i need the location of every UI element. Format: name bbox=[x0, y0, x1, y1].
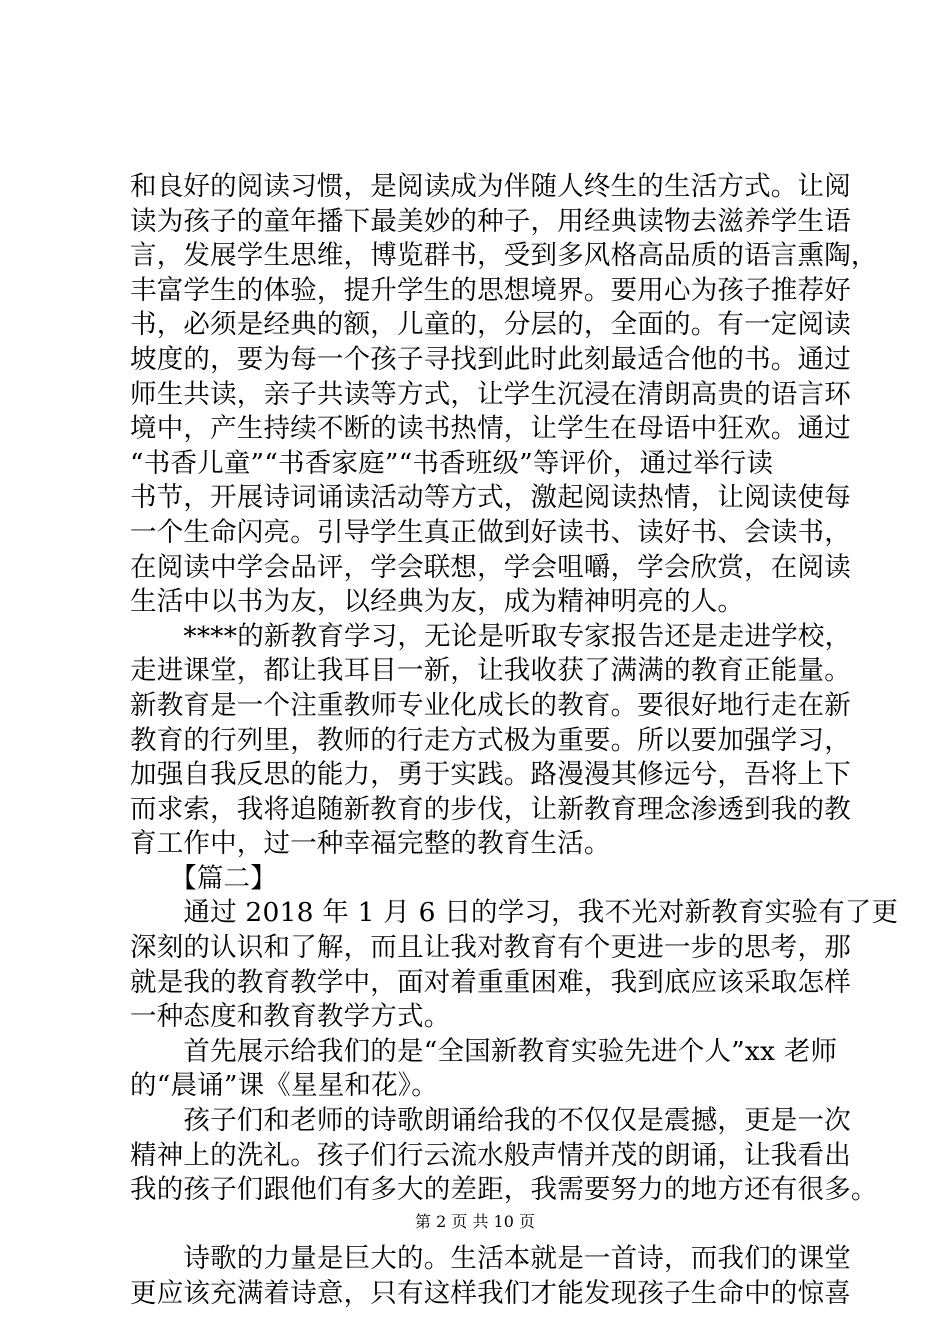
text-line: 教育的行列里，教师的行走方式极为重要。所以要加强学习， bbox=[130, 724, 851, 756]
text-line: 一种态度和教育教学方式。 bbox=[130, 1001, 451, 1033]
text-line: 加强自我反思的能力，勇于实践。路漫漫其修远兮，吾将上下 bbox=[130, 759, 851, 791]
text-line: ****的新教育学习，无论是听取专家报告还是走进学校， bbox=[130, 620, 852, 652]
text-line: 书节，开展诗词诵读活动等方式，激起阅读热情，让阅读使每 bbox=[130, 482, 851, 514]
text-line: 新教育是一个注重教师专业化成长的教育。要很好地行走在新 bbox=[130, 689, 851, 721]
text-line: 而求索，我将追随新教育的步伐，让新教育理念渗透到我的教 bbox=[130, 793, 851, 825]
text-line: 精神上的洗礼。孩子们行云流水般声情并茂的朗诵，让我看出 bbox=[130, 1139, 851, 1171]
text-line: 和良好的阅读习惯，是阅读成为伴随人终生的生活方式。让阅 bbox=[130, 171, 851, 202]
text-line: 首先展示给我们的是“全国新教育实验先进个人”xx 老师 bbox=[130, 1035, 838, 1067]
text-line: “书香儿童”“书香家庭”“书香班级”等评价，通过举行读 bbox=[130, 447, 774, 479]
text-line: 读为孩子的童年播下最美妙的种子，用经典读物去滋养学生语 bbox=[130, 205, 851, 237]
text-line: 更应该充满着诗意，只有这样我们才能发现孩子生命中的惊喜 bbox=[130, 1278, 851, 1309]
text-line: 孩子们和老师的诗歌朗诵给我的不仅仅是震撼，更是一次 bbox=[130, 1105, 851, 1137]
text-line: 在阅读中学会品评，学会联想，学会咀嚼，学会欣赏，在阅读 bbox=[130, 551, 851, 583]
text-line: 的“晨诵”课《星星和花》。 bbox=[130, 1070, 438, 1102]
document-body bbox=[130, 170, 899, 1312]
text-line: 师生共读，亲子共读等方式，让学生沉浸在清朗高贵的语言环 bbox=[130, 378, 851, 410]
text-line: 深刻的认识和了解，而且让我对教育有个更进一步的思考，那 bbox=[130, 932, 851, 964]
text-line: 通过 2018 年 1 月 6 日的学习，我不光对新教育实验有了更 bbox=[130, 897, 899, 929]
text-line: 育工作中，过一种幸福完整的教育生活。 bbox=[130, 828, 611, 860]
text-line: 坡度的，要为每一个孩子寻找到此时此刻最适合他的书。通过 bbox=[130, 343, 851, 375]
text-line: 丰富学生的体验，提升学生的思想境界。要用心为孩子推荐好 bbox=[130, 274, 851, 306]
text-line: 走进课堂，都让我耳目一新，让我收获了满满的教育正能量。 bbox=[130, 655, 851, 687]
section-heading: 【篇二】 bbox=[130, 862, 277, 894]
text-line: 书，必须是经典的额，儿童的，分层的，全面的。有一定阅读 bbox=[130, 309, 851, 341]
text-line: 我的孩子们跟他们有多大的差距，我需要努力的地方还有很多。 bbox=[130, 1174, 878, 1206]
page-number-footer: 第 2 页 共 10 页 bbox=[415, 1212, 535, 1231]
text-line: 言，发展学生思维，博览群书，受到多风格高品质的语言熏陶， bbox=[130, 240, 878, 272]
text-line: 就是我的教育教学中，面对着重重困难，我到底应该采取怎样 bbox=[130, 966, 851, 998]
text-line: 境中，产生持续不断的读书热情，让学生在母语中狂欢。通过 bbox=[130, 413, 851, 445]
text-line: 诗歌的力量是巨大的。生活本就是一首诗，而我们的课堂 bbox=[130, 1243, 851, 1275]
text-line: 生活中以书为友，以经典为友，成为精神明亮的人。 bbox=[130, 586, 745, 618]
text-line: 一个生命闪亮。引导学生真正做到好读书、读好书、会读书， bbox=[130, 516, 851, 548]
